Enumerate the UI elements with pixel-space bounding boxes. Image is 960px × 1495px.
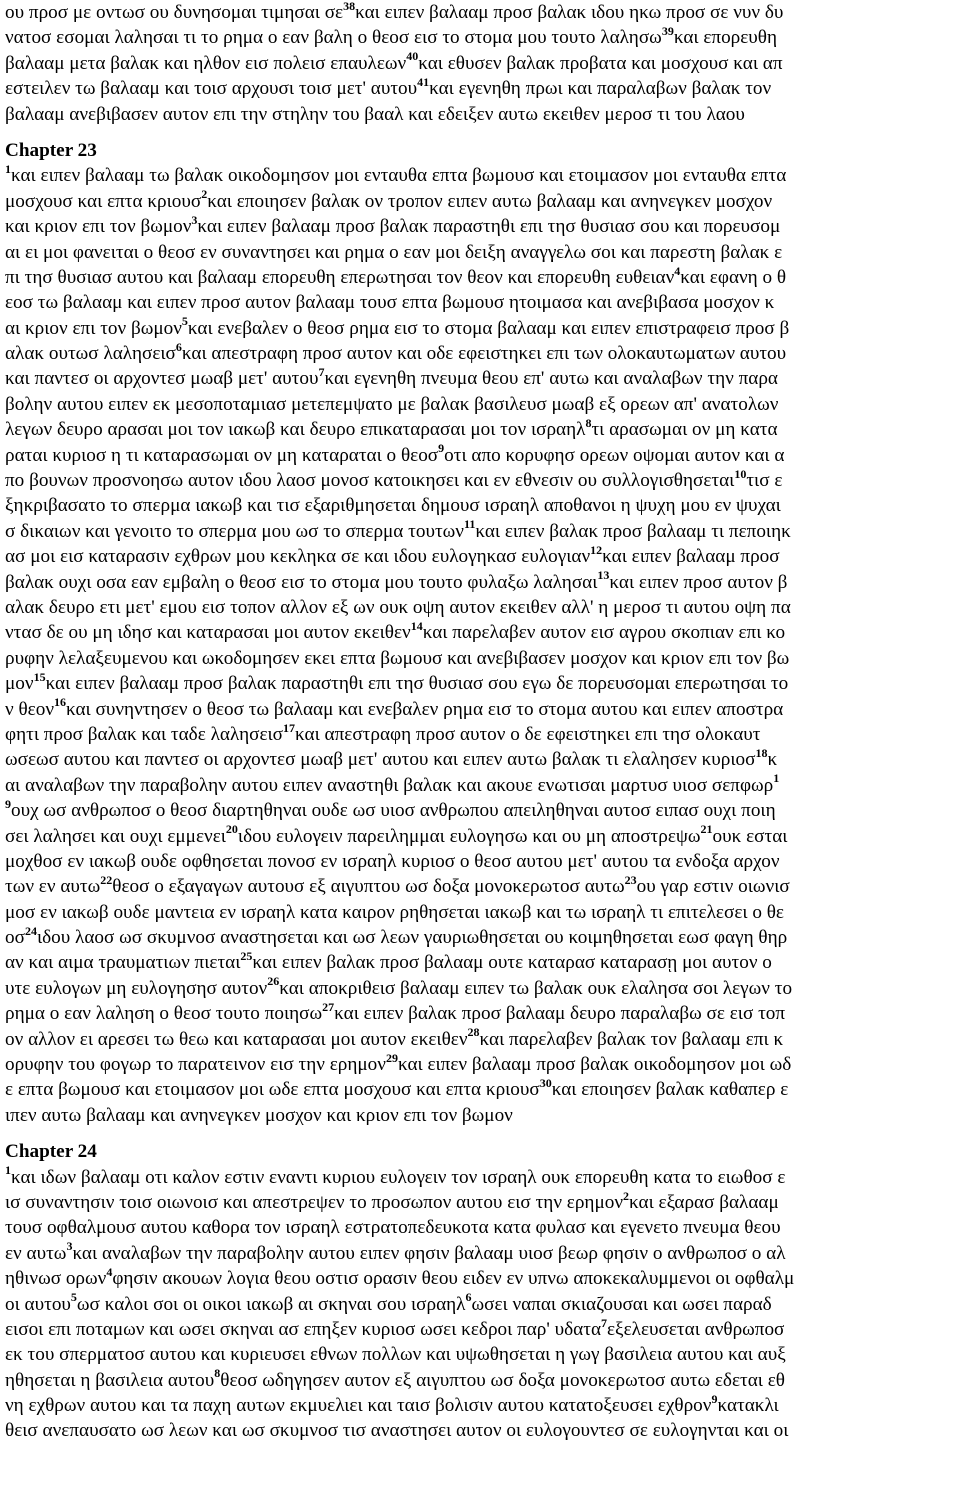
verse-number: 29 bbox=[385, 1052, 398, 1065]
text-line bbox=[5, 366, 958, 391]
verse-number: 9 bbox=[711, 1393, 718, 1406]
text-line bbox=[5, 1418, 958, 1443]
verse-text: νη εχθρων αυτου και τα παχη αυτων εκμυελιει και ταισ βολισιν αυτου κατατοξευσει εχθρον bbox=[5, 1395, 712, 1417]
text-line bbox=[5, 1165, 958, 1190]
verse-number: 6 bbox=[175, 341, 182, 354]
verse-text: των εν αυτω bbox=[5, 876, 101, 898]
verse-text: φητι προσ βαλακ και ταδε λαλησεισ bbox=[5, 723, 284, 745]
verse-number: 16 bbox=[54, 696, 66, 710]
verse-number: 11 bbox=[463, 518, 476, 532]
verse-text: ωσ καλοι σοι οι οικοι ιακωβ αι σκηναι σου ισραηλ bbox=[76, 1293, 466, 1315]
text-line bbox=[5, 240, 958, 265]
verse-number: 8 bbox=[214, 1367, 221, 1381]
verse-text: ουχ ωσ ανθρωποσ ο θεοσ διαρτηθηναι ουδε ωσ υιοσ ανθρωπου απειληθηναι αυτοσ ειπασ ουχι ποιη bbox=[11, 800, 776, 822]
text-line bbox=[5, 874, 958, 899]
verse-text: αι ει μοι φανειται ο θεοσ εν συναντησει και ρημα ο εαν μοι δειξη αναγγελω σοι και παρεστη βαλακ ε bbox=[5, 241, 783, 263]
verse-number: 28 bbox=[467, 1026, 480, 1040]
text-line bbox=[5, 76, 958, 101]
verse-text: υτε ευλογων μη ευλογησησ αυτον bbox=[5, 977, 268, 999]
verse-text: νατοσ εσομαι λαλησαι τι το ρημα ο εαν βαλη ο θεοσ εισ το στομα μου τουτο λαλησω bbox=[5, 27, 662, 49]
verse-number: 10 bbox=[734, 468, 747, 481]
verse-text: ον αλλον ει αρεσει τω θεω και καταρασαι μοι αυτον εκειθεν bbox=[5, 1028, 468, 1050]
text-line bbox=[5, 1052, 958, 1077]
text-line bbox=[5, 1077, 958, 1102]
verse-text: βαλααμ ανεβιβασεν αυτον επι την στηλην του βααλ και εδειξεν αυτω εκειθεν μεροσ τι του λαου bbox=[5, 103, 745, 125]
verse-number: 39 bbox=[661, 25, 674, 38]
text-line bbox=[5, 798, 958, 823]
text-line bbox=[5, 265, 958, 290]
verse-text: λεγων δευρο αρασαι μοι τον ιακωβ και δευρο επικαταρασαι μοι τον ισραηλ bbox=[5, 419, 586, 441]
text-line bbox=[5, 1103, 958, 1128]
verse-number: 24 bbox=[24, 925, 37, 938]
verse-text: και εξαρασ βαλααμ bbox=[629, 1191, 779, 1213]
verse-text: τισ ε bbox=[746, 470, 783, 492]
verse-text: ουκ εσται bbox=[712, 825, 788, 847]
verse-text: ε επτα βωμουσ και ετοιμασον μοι ωδε επτα μοσχουσ και επτα κριουσ bbox=[5, 1079, 540, 1101]
text-line bbox=[5, 900, 958, 925]
text-line bbox=[5, 620, 958, 645]
text-line bbox=[5, 519, 958, 544]
text-line bbox=[5, 1266, 958, 1291]
text-line bbox=[5, 671, 958, 696]
text-line bbox=[5, 102, 958, 127]
chapter-section bbox=[5, 138, 958, 1128]
verse-text: αν και αιμα τραυματιων πιεται bbox=[5, 952, 241, 974]
verse-text: εοσ τω βαλααμ και ειπεν προσ αυτον βαλααμ τουσ επτα βωμουσ ητοιμασα και ανεβιβασα μοσχον κ bbox=[5, 292, 775, 314]
verse-text: θεοσ ωδηγησεν αυτον εξ αιγυπτου ωσ δοξα μονοκερωτοσ αυτω εδεται εθ bbox=[220, 1369, 785, 1391]
text-line bbox=[5, 1393, 958, 1418]
verse-text: και ειπεν βαλακ προσ βαλααμ ουτε καταρασ καταρασῃ μοι αυτον ο bbox=[252, 952, 772, 974]
text-line bbox=[5, 341, 958, 366]
verse-text: ιδου ευλογειν παρειλημμαι ευλογησω και ου μη αποστρεψω bbox=[237, 825, 701, 847]
text-line bbox=[5, 595, 958, 620]
verse-number: 9 bbox=[438, 442, 445, 456]
verse-text: ρυφην λελαξευμενου και ωκοδομησεν εκει επτα βωμουσ και ανεβιβασεν μοσχον και κριον επι τον βω bbox=[5, 647, 790, 669]
verse-text: ξηκριβασατο το σπερμα ιακωβ και τισ εξαριθμησεται δημουσ ισραηλ αποθανοι η ψυχη μου εν ψυχαι bbox=[5, 495, 781, 517]
verse-text: και παντεσ οι αρχοντεσ μωαβ μετ' αυτου bbox=[5, 368, 319, 390]
text-line bbox=[5, 392, 958, 417]
text-line bbox=[5, 417, 958, 442]
verse-text: πο βουνων προσνοησω αυτον ιδου λαοσ μονοσ κατοικησει και εν εθνεσιν ου συλλογισθησεται bbox=[5, 470, 735, 492]
verse-text: εξελευσεται ανθρωποσ bbox=[607, 1318, 785, 1340]
verse-text: εισοι επι ποταμων και ωσει σκηναι ασ επηξεν κυριοσ ωσει κεδροι παρ' υδατα bbox=[5, 1318, 601, 1340]
verse-number: 9 bbox=[5, 798, 11, 811]
verse-text: και εποιησεν βαλακ ον τροπον ειπεν αυτω βαλααμ και ανηνεγκεν μοσχον bbox=[207, 190, 773, 212]
text-line bbox=[5, 1241, 958, 1266]
verse-text: και ειπεν βαλααμ προσ βαλακ παραστηθι επι τησ θυσιασ σου εγω δε πορευσομαι επερωτησαι το bbox=[45, 673, 789, 695]
verse-text: τι αρασωμαι ον μη κατα bbox=[591, 419, 778, 441]
verse-number: 7 bbox=[318, 366, 325, 380]
verse-number: 1 bbox=[5, 1164, 11, 1178]
verse-text: σει λαλησει και ουχι εμμενει bbox=[5, 825, 226, 847]
text-line bbox=[5, 51, 958, 76]
verse-number: 2 bbox=[623, 1189, 630, 1203]
verse-text: μοσ εν ιακωβ ουδε μαντεια εν ισραηλ κατα καιρον ρηθησεται ιακωβ και τω ισραηλ τι επιτελεσει ο θε bbox=[5, 901, 784, 923]
verse-text: οτι απο κορυφησ ορεων οψομαι αυτον και α bbox=[444, 444, 785, 466]
verse-text: εν αυτω bbox=[5, 1242, 67, 1264]
verse-text: ωσεωσ αυτου και παντεσ οι αρχοντεσ μωαβ μετ' αυτου και ειπεν αυτω βαλακ τι ελαλησεν κυριοσ bbox=[5, 749, 756, 771]
verse-text: ωσει ναπαι σκιαζουσαι και ωσει παραδ bbox=[471, 1293, 772, 1315]
text-line bbox=[5, 544, 958, 569]
verse-text: αι αναλαβων την παραβολην αυτου ειπεν αναστηθι βαλακ και ακουε ενωτισαι μαρτυσ υιοσ σεπφωρ bbox=[5, 774, 774, 796]
verse-number: 27 bbox=[322, 1001, 335, 1014]
verse-text: και ειπεν βαλααμ τω βαλακ οικοδομησον μοι ενταυθα επτα βωμουσ και ετοιμασον μοι ενταυθα επτα bbox=[11, 165, 787, 187]
verse-text: μον bbox=[5, 673, 34, 695]
text-line bbox=[5, 925, 958, 950]
chapters-container bbox=[5, 138, 958, 1444]
verse-number: 12 bbox=[590, 544, 603, 557]
verse-text: και ειπεν βαλααμ προσ bbox=[602, 546, 780, 568]
verse-text: και αποκριθεισ βαλααμ ειπεν τω βαλακ ουκ ελαλησα σοι λεγων το bbox=[279, 977, 793, 999]
verse-number: 6 bbox=[465, 1291, 472, 1305]
verse-number: 21 bbox=[700, 823, 713, 837]
verse-number: 5 bbox=[181, 315, 188, 329]
verse-number: 25 bbox=[240, 950, 253, 964]
verse-text: ισ συναντησιν τοισ οιωνοισ και απεστρεψεν το προσωπον αυτου εισ την ερημον bbox=[5, 1191, 624, 1213]
verse-text: εστειλεν τω βαλααμ και τοισ αρχουσι τοισ μετ' αυτου bbox=[5, 78, 418, 100]
text-line bbox=[5, 290, 958, 315]
text-line bbox=[5, 646, 958, 671]
verse-number: 5 bbox=[70, 1291, 77, 1305]
text-line bbox=[5, 722, 958, 747]
verse-text: ηθινωσ ορων bbox=[5, 1268, 107, 1290]
text-line bbox=[5, 163, 958, 188]
text-line bbox=[5, 493, 958, 518]
verse-number: 40 bbox=[406, 50, 419, 64]
verse-number: 20 bbox=[225, 823, 238, 837]
verse-number: 15 bbox=[33, 671, 46, 684]
verse-text: και κριον επι τον βωμον bbox=[5, 216, 192, 238]
chapter-heading: Chapter 24 bbox=[5, 1141, 97, 1163]
verse-text: και εθυσεν βαλακ προβατα και μοσχουσ και απ bbox=[418, 52, 783, 74]
text-line bbox=[5, 697, 958, 722]
verse-number: 4 bbox=[106, 1266, 113, 1279]
text-line bbox=[5, 1342, 958, 1367]
text-line bbox=[5, 25, 958, 50]
verse-text: ου γαρ εστιν οιωνισ bbox=[636, 876, 790, 898]
verse-text: αλακ δευρο ετι μετ' εμου εισ τοπον αλλον εξ ων ουκ οψη αυτον εκειθεν αλλ' η μεροσ τι αυτου οψη πα bbox=[5, 596, 791, 618]
verse-text: και εποιησεν βαλακ καθαπερ ε bbox=[551, 1079, 789, 1101]
verse-text: και ειπεν βαλααμ προσ βαλακ ιδου ηκω προσ σε νυν δυ bbox=[355, 2, 784, 23]
text-line bbox=[5, 1190, 958, 1215]
verse-text: και ειπεν βαλααμ προσ βαλακ παραστηθι επι τησ θυσιασ σου και πορευσομ bbox=[197, 216, 781, 238]
chapter-heading: Chapter 23 bbox=[5, 139, 97, 161]
verse-text: και εγενηθη πνευμα θεου επ' αυτω και αναλαβων την παρα bbox=[324, 368, 778, 390]
text-line bbox=[5, 189, 958, 214]
verse-text: κατακλι bbox=[717, 1395, 779, 1417]
verse-text: τουσ οφθαλμουσ αυτου καθορα τον ισραηλ εστρατοπεδευκοτα κατα φυλασ και εγενετο πνευμα θεου bbox=[5, 1217, 781, 1239]
text-line bbox=[5, 214, 958, 239]
text-line bbox=[5, 468, 958, 493]
verse-text: αλακ ουτωσ λαλησεισ bbox=[5, 343, 176, 365]
verse-text: φησιν ακουων λογια θεου οστισ ορασιν θεου ειδεν εν υπνω αποκεκαλυμμενοι οι οφθαλμ bbox=[112, 1268, 795, 1290]
text-line bbox=[5, 1215, 958, 1240]
verse-text: και παρελαβεν βαλακ τον βαλααμ επι κ bbox=[479, 1028, 784, 1050]
verse-number: 2 bbox=[201, 188, 208, 202]
verse-text: και παρελαβεν αυτον εισ αγρου σκοπιαν επι κο bbox=[422, 622, 786, 644]
verse-number: 8 bbox=[585, 417, 592, 430]
text-line bbox=[5, 0, 958, 25]
verse-text: ιδου λαοσ ωσ σκυμνοσ αναστησεται και ωσ λεων γαυριωθησεται ου κοιμηθησεται εωσ φαγη θηρ bbox=[36, 927, 788, 949]
chapter-section bbox=[5, 1139, 958, 1444]
verse-text: ρημα ο εαν λαληση ο θεοσ τουτο ποιησω bbox=[5, 1003, 323, 1025]
text-line bbox=[5, 849, 958, 874]
verse-number: 4 bbox=[674, 264, 681, 278]
text-line bbox=[5, 976, 958, 1001]
text-line bbox=[5, 1368, 958, 1393]
verse-number: 1 bbox=[5, 163, 11, 176]
verse-text: θεισ ανεπαυσατο ωσ λεων και ωσ σκυμνοσ τισ αναστησει αυτον οι ευλογουντεσ σε ευλογηνται και οι bbox=[5, 1420, 789, 1442]
verse-text: και ενεβαλεν ο θεοσ ρημα εισ το στομα βαλααμ και ειπεν επιστραφεισ προσ β bbox=[187, 317, 790, 339]
verse-text: και εγενηθη πρωι και παραλαβων βαλακ τον bbox=[429, 78, 772, 100]
verse-text: και απεστραφη προσ αυτον και οδε εφειστηκει επι των ολοκαυτωματων αυτου bbox=[181, 343, 787, 365]
text-line bbox=[5, 570, 958, 595]
verse-number: 23 bbox=[624, 874, 637, 887]
verse-text: και επορευθη bbox=[673, 27, 778, 49]
verse-number: 30 bbox=[539, 1077, 552, 1091]
text-line bbox=[5, 1317, 958, 1342]
verse-text: ηθησεται η βασιλεια αυτου bbox=[5, 1369, 215, 1391]
verse-number: 17 bbox=[283, 721, 296, 735]
text-line bbox=[5, 1292, 958, 1317]
verse-text: αι κριον επι τον βωμον bbox=[5, 317, 182, 339]
verse-text: και εφανη ο θ bbox=[680, 266, 787, 288]
text-line bbox=[5, 773, 958, 798]
verse-text: πι τησ θυσιασ αυτου και βαλααμ επορευθη επερωτησαι τον θεον και επορευθη ευθειαν bbox=[5, 266, 675, 288]
text-line bbox=[5, 824, 958, 849]
verse-number: 38 bbox=[343, 0, 356, 13]
verse-number: 22 bbox=[100, 874, 113, 887]
verse-number: 18 bbox=[755, 747, 768, 760]
verse-text: οσ bbox=[5, 927, 25, 949]
verse-number: 13 bbox=[597, 569, 610, 583]
verse-text: ορυφην του φογωρ το παρατεινον εισ την ερημον bbox=[5, 1054, 386, 1076]
verse-number: 26 bbox=[267, 975, 280, 989]
verse-text: και ειπεν προσ αυτον β bbox=[609, 571, 788, 593]
verse-text: εκ του σπερματοσ αυτου και κυριευσει εθνων πολλων και υψωθησεται η γωγ βασιλεια αυτου και αυξ bbox=[5, 1344, 786, 1366]
verse-text: και ειπεν βαλααμ προσ βαλακ οικοδομησον μοι ωδ bbox=[397, 1054, 792, 1076]
verse-text: κ bbox=[767, 749, 778, 771]
verse-text: και ειπεν βαλακ προσ βαλααμ δευρο παραλαβω σε εισ τοπ bbox=[334, 1003, 786, 1025]
intro-passage bbox=[5, 0, 958, 127]
verse-text: μοχθοσ εν ιακωβ ουδε οφθησεται πονοσ εν ισραηλ κυριοσ ο θεοσ αυτου μετ' αυτου τα ενδοξα αρχον bbox=[5, 850, 780, 872]
text-line bbox=[5, 950, 958, 975]
verse-text: μοσχουσ και επτα κριουσ bbox=[5, 190, 202, 212]
verse-text: ου προσ με οντωσ ου δυνησομαι τιμησαι σε bbox=[5, 2, 344, 23]
verse-number: 7 bbox=[601, 1316, 607, 1330]
text-line bbox=[5, 443, 958, 468]
verse-number: 14 bbox=[410, 620, 423, 633]
verse-text: ιπεν αυτω βαλααμ και ανηνεγκεν μοσχον και κριον επι τον βωμον bbox=[5, 1104, 513, 1126]
verse-text: σ δικαιων και γενοιτο το σπερμα μου ωσ το σπερμα τουτων bbox=[5, 520, 464, 542]
verse-text: ασ μοι εισ καταρασιν εχθρων μου κεκληκα σε και ιδου ευλογηκασ ευλογιαν bbox=[5, 546, 591, 568]
verse-text: βολην αυτου ειπεν εκ μεσοποταμιασ μετεπεμψατο με βαλακ βασιλευσ μωαβ εξ ορεων απ' ανατολων bbox=[5, 393, 779, 415]
verse-text: οι αυτου bbox=[5, 1293, 71, 1315]
text-line bbox=[5, 1001, 958, 1026]
verse-text: και ειπεν βαλακ προσ βαλααμ τι πεποιηκ bbox=[475, 520, 791, 542]
verse-text: και ιδων βαλααμ οτι καλον εστιν εναντι κυριου ευλογειν τον ισραηλ ουκ επορευθη κατα το ειωθοσ ε bbox=[11, 1166, 786, 1188]
verse-number: 1 bbox=[773, 772, 780, 786]
text-line bbox=[5, 1027, 958, 1052]
text-line bbox=[5, 316, 958, 341]
verse-text: βαλακ ουχι οσα εαν εμβαλη ο θεοσ εισ το στομα μου τουτο φυλαξω λαλησαι bbox=[5, 571, 598, 593]
verse-number: 3 bbox=[191, 214, 198, 227]
text-line bbox=[5, 747, 958, 772]
verse-number: 41 bbox=[417, 76, 430, 89]
verse-number: 3 bbox=[66, 1240, 73, 1254]
verse-text: βαλααμ μετα βαλακ και ηλθον εισ πολεισ επαυλεων bbox=[5, 52, 407, 74]
verse-text: ν θεον bbox=[5, 698, 54, 720]
verse-text: ραται κυριοσ η τι καταρασωμαι ον μη καταραται ο θεοσ bbox=[5, 444, 439, 466]
verse-text: και αναλαβων την παραβολην αυτου ειπεν φησιν βαλααμ υιοσ βεωρ φησιν ο ανθρωποσ ο αλ bbox=[72, 1242, 786, 1264]
verse-text: και συνηντησεν ο θεοσ τω βαλααμ και ενεβαλεν ρημα εισ το στομα αυτου και ειπεν αποστρα bbox=[66, 698, 784, 720]
verse-text: θεοσ ο εξαγαγων αυτουσ εξ αιγυπτου ωσ δοξα μονοκερωτοσ αυτω bbox=[112, 876, 625, 898]
verse-text: και απεστραφη προσ αυτον ο δε εφειστηκει επι τησ ολοκαυτ bbox=[295, 723, 761, 745]
verse-text: ντασ δε ου μη ιδησ και καταρασαι μοι αυτον εκειθεν bbox=[5, 622, 411, 644]
